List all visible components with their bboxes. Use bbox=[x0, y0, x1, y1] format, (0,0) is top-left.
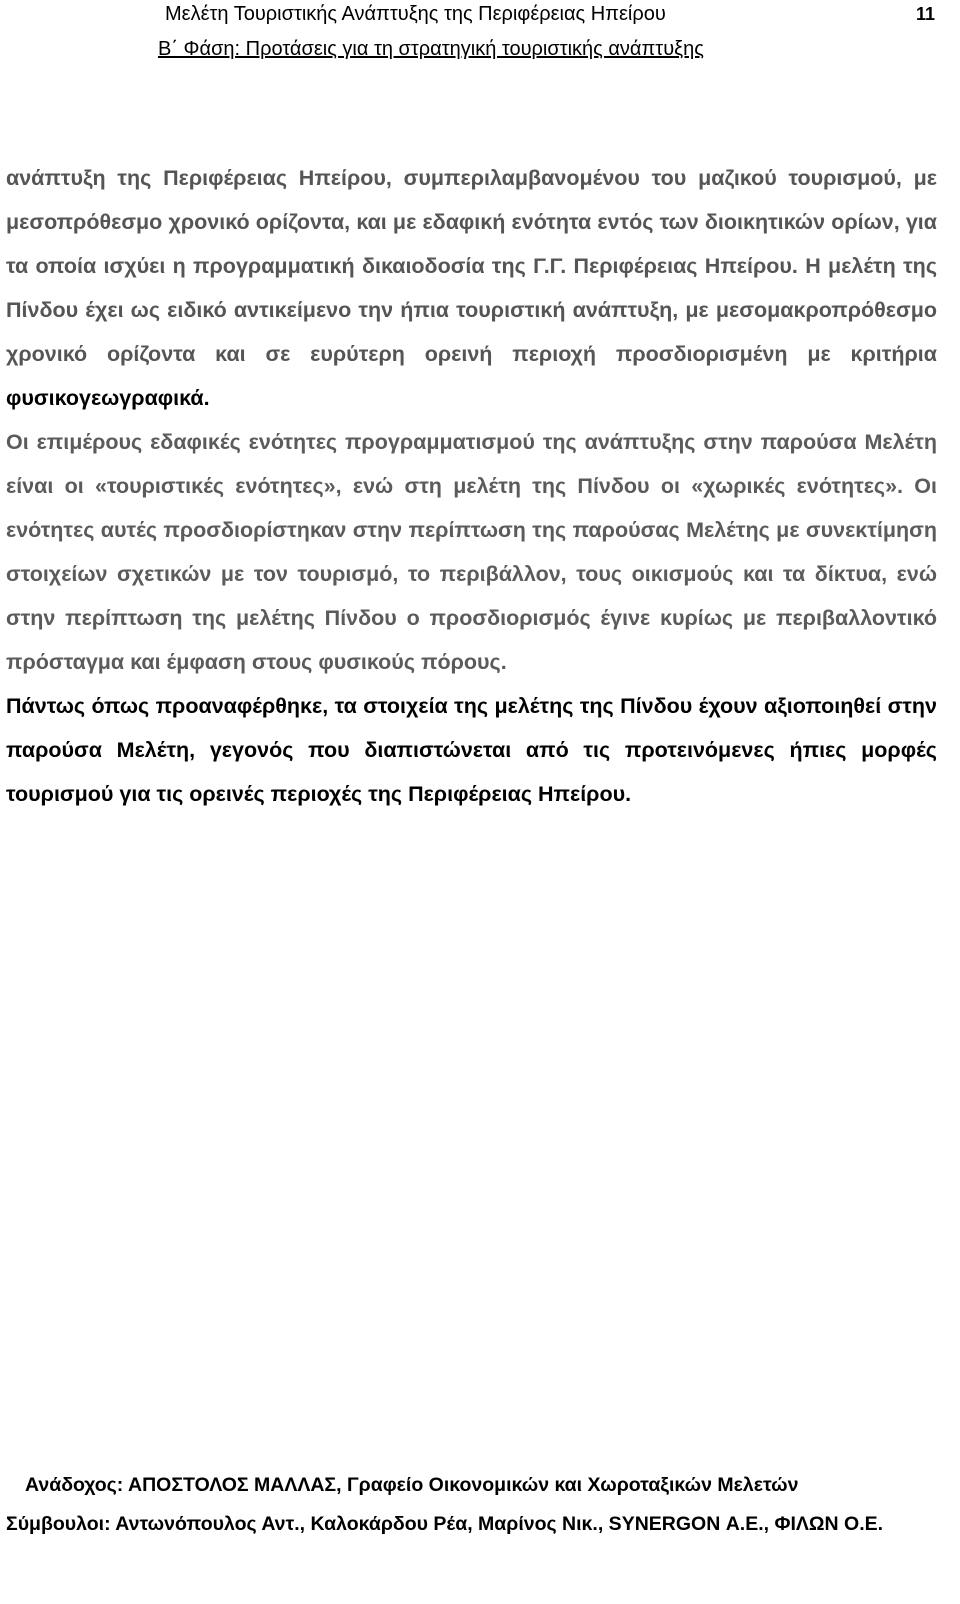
paragraph-3: Πάντως όπως προαναφέρθηκε, τα στοιχεία της μελέτης της Πίνδου έχουν αξιοποιηθεί στην παρούσα Μελέτη, γεγονός που διαπιστώνεται από τις προτεινόμενες ήπιες μορφές τουρισμού για τις ορεινές περιοχές της Περιφέρειας Ηπείρου. bbox=[6, 694, 937, 806]
page-number: 11 bbox=[916, 4, 936, 24]
paragraph-2-part-b: Οι ενότητες αυτές προσδιορίστηκαν στην περίπτωση της παρούσας Μελέτης με συνεκτίμηση στοιχείων σχετικών με τον τουρισμό, το περιβάλλον, τους οικισμούς και τα δίκτυα, ενώ στην περίπτωση της μελέτης Πίνδου ο προσδιορισμός έγινε κυρίως με περιβαλλοντικό πρόσταγμα και έμφαση στους φυσικούς πόρους. bbox=[6, 474, 937, 674]
paragraph-2-part-a: Οι επιμέρους εδαφικές ενότητες προγραμματισμού της ανάπτυξης στην παρούσα Μελέτη είναι οι «τουριστικές ενότητες», ενώ στη μελέτη της Πίνδου οι «χωρικές ενότητες». bbox=[6, 430, 937, 498]
paragraph-2 bbox=[6, 420, 937, 684]
footer-contractor: Ανάδοχος: ΑΠΟΣΤΟΛΟΣ ΜΑΛΛΑΣ, Γραφείο Οικονομικών και Χωροταξικών Μελετών bbox=[25, 1474, 799, 1496]
body-text bbox=[6, 156, 937, 816]
paragraph-1 bbox=[6, 156, 937, 420]
page-header bbox=[0, 0, 960, 70]
document-title: Μελέτη Τουριστικής Ανάπτυξης της Περιφέρειας Ηπείρου bbox=[165, 3, 666, 25]
paragraph-1-part-c: φυσικογεωγραφικά. bbox=[6, 386, 210, 410]
paragraph-1-part-b: Η μελέτη της Πίνδου έχει ως ειδικό αντικείμενο την ήπια τουριστική ανάπτυξη, με μεσομακροπρόθεσμο χρονικό ορίζοντα και σε ευρύτερη ορεινή περιοχή προσδιορισμένη με κριτήρια bbox=[6, 254, 937, 366]
paragraph-1-part-a: ανάπτυξη της Περιφέρειας Ηπείρου, συμπεριλαμβανομένου του μαζικού τουρισμού, με μεσοπρόθεσμο χρονικό ορίζοντα, και με εδαφική ενότητα εντός των διοικητικών ορίων, για τα οποία ισχύει η προγραμματική δικαιοδοσία της Γ.Γ. Περιφέρειας Ηπείρου. bbox=[6, 166, 937, 278]
footer-consultants: Σύμβουλοι: Αντωνόπουλος Αντ., Καλοκάρδου Ρέα, Μαρίνος Νικ., SYNERGON Α.Ε., ΦΙΛΩΝ Ο.Ε. bbox=[6, 1513, 884, 1535]
document-subtitle: Β΄ Φάση: Προτάσεις για τη στρατηγική τουριστικής ανάπτυξης bbox=[158, 38, 704, 60]
